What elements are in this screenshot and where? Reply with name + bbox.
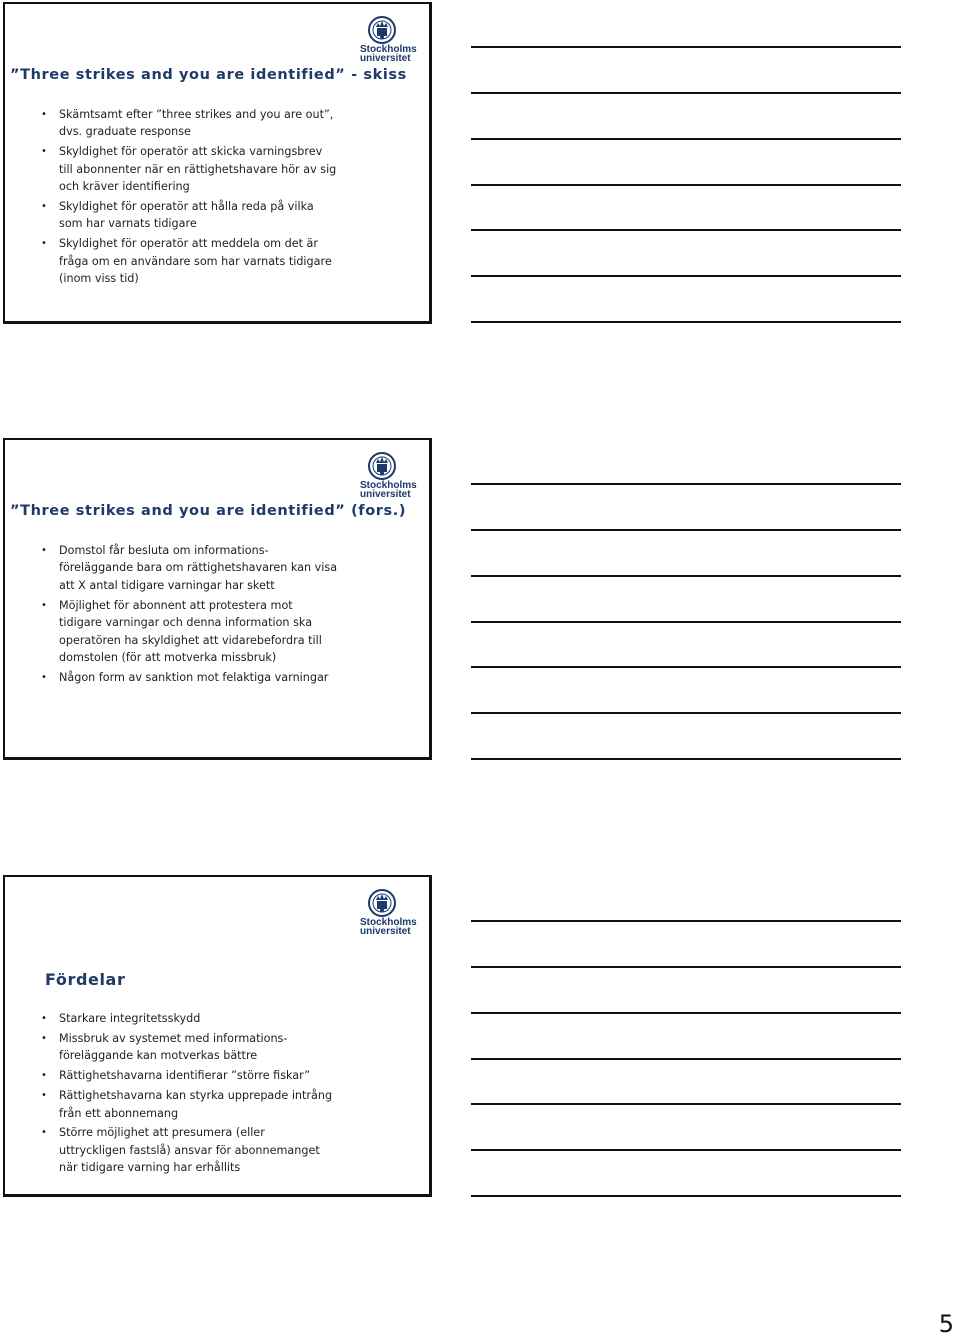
note-line: [471, 529, 901, 531]
note-line: [471, 966, 901, 968]
note-line: [471, 321, 901, 323]
slide-3: [3, 875, 432, 1197]
bullet-line: tidigare varningar och denna information ska: [59, 616, 313, 630]
note-line: [471, 229, 901, 231]
note-line: [471, 138, 901, 140]
bullet-line: • Skämtsamt efter ”three strikes and you are out”,: [59, 108, 334, 121]
slide-title: Fördelar: [45, 970, 126, 989]
bullet-line: dvs. graduate response: [59, 125, 191, 139]
note-line: [471, 920, 901, 922]
logo-line-2: universitet: [360, 926, 411, 937]
bullet-list: [41, 542, 371, 689]
note-line: [471, 712, 901, 714]
university-logo: [360, 451, 420, 501]
bullet-line: när tidigare varning har erhållits: [59, 1161, 241, 1175]
bullet-line: • Rättighetshavarna identifierar ”större fiskar”: [59, 1069, 311, 1083]
note-line: [471, 1195, 901, 1197]
logo-line-1: Stockholms: [360, 44, 417, 55]
crown-seal-icon: [368, 15, 412, 45]
bullet-item: [41, 1030, 371, 1065]
bullet-line: operatören ha skyldighet att vidarebefordra till: [59, 633, 322, 647]
note-line: [471, 1058, 901, 1060]
bullet-line: fråga om en användare som har varnats tidigare: [59, 254, 332, 268]
note-line: [471, 666, 901, 668]
bullet-line: • Skyldighet för operatör att skicka varningsbrev: [59, 145, 323, 159]
logo-line-1: Stockholms: [360, 480, 417, 491]
crown-seal-icon: [368, 451, 412, 481]
note-line: [471, 483, 901, 485]
university-logo: [360, 888, 420, 938]
bullet-item: [41, 669, 371, 686]
bullet-line: föreläggande bara om rättighetshavaren kan visa: [59, 561, 338, 575]
slide-1: [3, 2, 432, 324]
bullet-list: [41, 1010, 371, 1179]
bullet-line: från ett abonnemang: [59, 1106, 179, 1120]
crown-seal-icon: [368, 888, 412, 918]
logo-line-2: universitet: [360, 53, 411, 64]
note-line: [471, 1012, 901, 1014]
page-number: 5: [938, 1310, 954, 1338]
bullet-line: som har varnats tidigare: [59, 217, 197, 231]
logo-line-1: Stockholms: [360, 917, 417, 928]
slide-2: [3, 438, 432, 760]
bullet-line: • Möjlighet för abonnent att protestera mot: [59, 598, 293, 612]
note-line: [471, 1149, 901, 1151]
bullet-line: och kräver identifiering: [59, 180, 190, 194]
bullet-line: • Skyldighet för operatör att hålla reda på vilka: [59, 200, 314, 214]
bullet-item: [41, 198, 371, 233]
bullet-line: • Större möjlighet att presumera (eller: [59, 1126, 265, 1140]
bullet-item: [41, 235, 371, 287]
note-line: [471, 1103, 901, 1105]
bullet-line: (inom viss tid): [59, 272, 139, 286]
bullet-item: [41, 1087, 371, 1122]
logo-line-2: universitet: [360, 489, 411, 500]
bullet-item: [41, 542, 371, 594]
bullet-line: föreläggande kan motverkas bättre: [59, 1049, 258, 1063]
slide-title: ”Three strikes and you are identified” (fors.): [10, 503, 407, 519]
bullet-line: • Domstol får besluta om informations-: [59, 544, 269, 557]
university-logo: [360, 15, 420, 65]
note-line: [471, 275, 901, 277]
bullet-item: [41, 1124, 371, 1176]
slide-title: ”Three strikes and you are identified” - skiss: [10, 67, 407, 83]
bullet-line: domstolen (för att motverka missbruk): [59, 650, 277, 664]
bullet-item: [41, 1010, 371, 1027]
bullet-line: • Missbruk av systemet med informations-: [59, 1031, 288, 1045]
bullet-item: [41, 143, 371, 195]
note-line: [471, 758, 901, 760]
bullet-line: att X antal tidigare varningar har skett: [59, 578, 275, 592]
note-line: [471, 184, 901, 186]
bullet-line: • Någon form av sanktion mot felaktiga varningar: [59, 670, 329, 684]
bullet-item: [41, 1067, 371, 1084]
bullet-list: [41, 106, 371, 290]
bullet-line: till abonnenter när en rättighetshavare hör av sig: [59, 162, 337, 176]
bullet-item: [41, 597, 371, 667]
bullet-line: uttryckligen fastslå) ansvar för abonnemanget: [59, 1143, 320, 1157]
note-line: [471, 575, 901, 577]
bullet-line: • Rättighetshavarna kan styrka upprepade intrång: [59, 1089, 333, 1103]
note-line: [471, 621, 901, 623]
bullet-line: • Skyldighet för operatör att meddela om det är: [59, 237, 318, 251]
note-line: [471, 46, 901, 48]
bullet-line: • Starkare integritetsskydd: [59, 1012, 201, 1025]
bullet-item: [41, 106, 371, 141]
note-line: [471, 92, 901, 94]
